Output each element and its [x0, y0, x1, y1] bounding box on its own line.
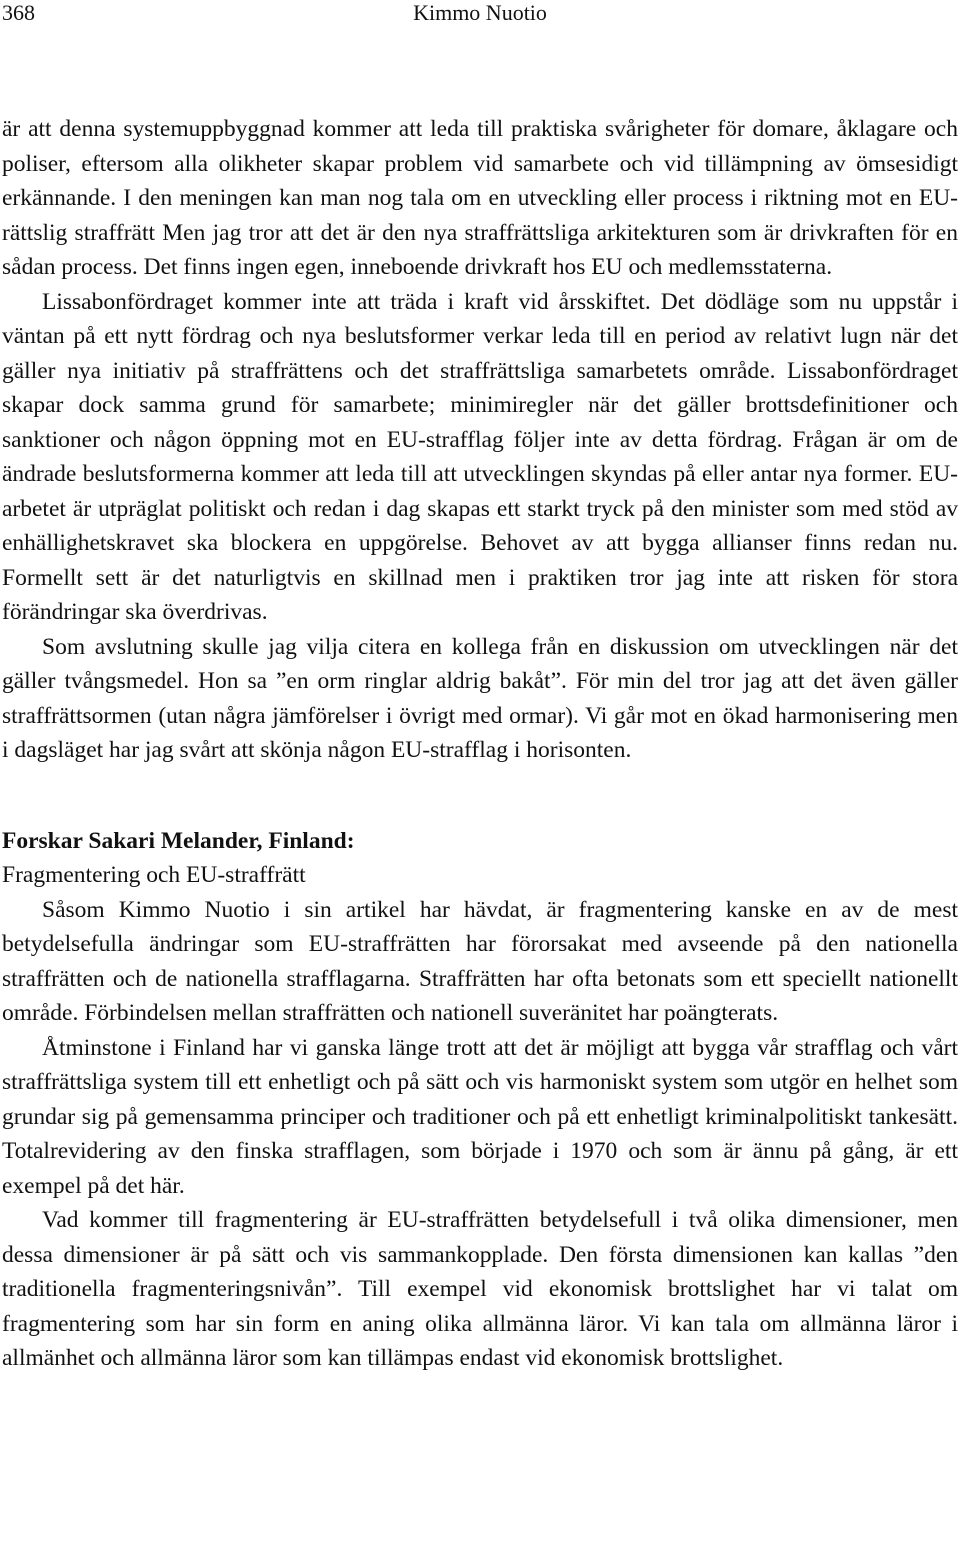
body-paragraph: Åtminstone i Finland har vi ganska länge trott att det är möjligt att bygga vår strafflag och vårt straffrättsliga system till ett enhetligt och på sätt och vis harmoniskt system som utgör en helhet som grundar sig på gemensamma principer och traditioner och på ett enhetligt kriminalpolitiskt tankesätt. Totalrevidering av den finska strafflagen, som började i 1970 och som är ännu på gång, är ett exempel på det här.	[2, 1034, 958, 1199]
section-subheading: Fragmentering och EU-straffrätt	[2, 862, 306, 888]
header-author: Kimmo Nuotio	[413, 0, 547, 25]
running-header	[2, 0, 958, 26]
section-spacer	[2, 768, 958, 824]
body-paragraph: Såsom Kimmo Nuotio i sin artikel har hävdat, är fragmentering kanske en av de mest betydelsefulla ändringar som EU-straffrätten har förorsakat med avseende på den nationella straffrätten och de nationella strafflagarna. Straffrätten har ofta betonats som ett speciellt nationellt område. Förbindelsen mellan straffrätten och nationell suveränitet har poängterats.	[2, 896, 958, 1026]
section-heading: Forskar Sakari Melander, Finland:	[2, 827, 355, 854]
page-number: 368	[2, 0, 35, 25]
body-paragraph: Som avslutning skulle jag vilja citera en kollega från en diskussion om utvecklingen när det gäller tvångsmedel. Hon sa ”en orm ringlar aldrig bakåt”. För min del tror jag att det även gäller straffrättsormen (utan några jämförelser i övrigt med ormar). Vi går mot en ökad harmonisering men i dagsläget har jag svårt att skönja någon EU-strafflag i horisonten.	[2, 633, 958, 763]
body-paragraph: Vad kommer till fragmentering är EU-straffrätten betydelsefull i två olika dimensioner, men dessa dimensioner är på sätt och vis sammankopplade. Den första dimensionen kan kallas ”den traditionella fragmenteringsnivån”. Till exempel vid ekonomisk brottslighet har vi talat om fragmentering som har sin form en aning olika allmänna läror. Vi kan tala om allmänna läror i allmänhet och allmänna läror som kan tillämpas endast vid ekonomisk brottslighet.	[2, 1207, 958, 1371]
body-paragraph: Lissabonfördraget kommer inte att träda i kraft vid årsskiftet. Det dödläge som nu uppstår i väntan på ett nytt fördrag och nya beslutsformer verkar leda till en period av relativt lugn när det gäller nya initiativ på straffrättens och det straffrättsliga samarbetets område. Lissabonfördraget skapar dock samma grund för samarbete; minimiregler när det gäller brottsdefinitioner och sanktioner och någon öppning mot en EU-strafflag följer inte av detta fördrag. Frågan är om de ändrade beslutsformerna kommer att leda till att utvecklingen skyndas på eller antar nya former. EU-arbetet är utpräglat politiskt och redan i dag skapas ett starkt tryck på den minister som med stöd av enhällighetskravet ska blockera en uppgörelse. Behovet av att bygga allianser finns redan nu. Formellt sett är det naturligtvis en skillnad men i praktiken tror jag inte att risken för stora förändringar ska överdrivas.	[2, 288, 958, 625]
body-text	[2, 112, 958, 1376]
body-paragraph: är att denna systemuppbyggnad kommer att leda till praktiska svårigheter för domare, åklagare och poliser, eftersom alla olikheter skapar problem vid samarbete och vid tillämpning av ömsesidigt erkännande. I den meningen kan man nog tala om en utveckling eller process i riktning mot en EU-rättslig straffrätt Men jag tror att det är den nya straffrättsliga arkitekturen som är drivkraften för en sådan process. Det finns ingen egen, inneboende drivkraft hos EU och medlemsstaterna.	[2, 116, 958, 280]
